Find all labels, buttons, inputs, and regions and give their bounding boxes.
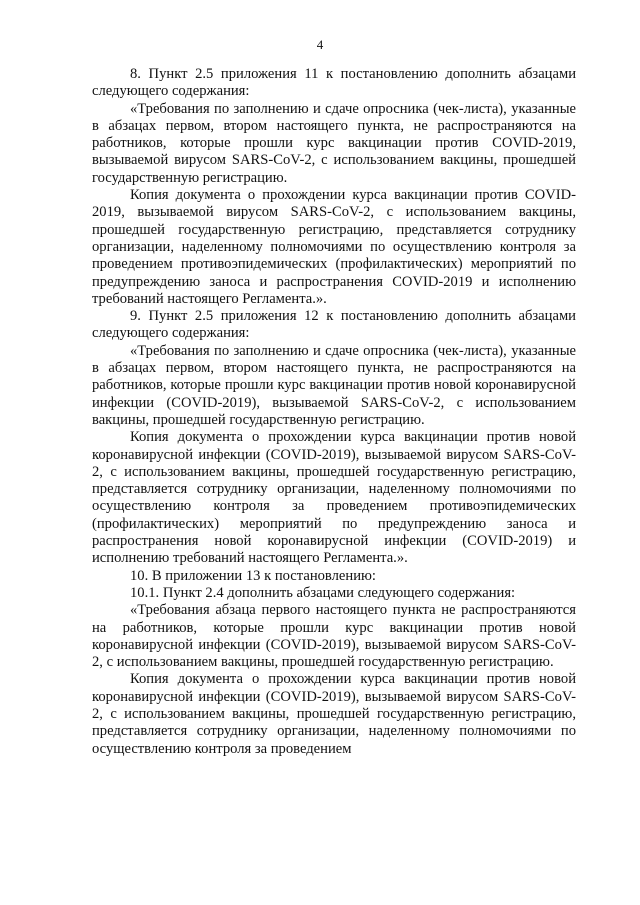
paragraph-quote-item-10-copy: Копия документа о прохождении курса вакцинации против новой коронавирусной инфекции (COVID-2019), вызываемой вирусом SARS-CoV-2, с использованием вакцины, прошедшей государственную регистрацию, представляется сотруднику организации, наделенному полномочиями по осуществлению контроля за проведением (92, 671, 576, 757)
page-number: 4 (316, 37, 324, 52)
paragraph-quote-item-9-copy: Копия документа о прохождении курса вакцинации против новой коронавирусной инфекции (COVID-2019), вызываемой вирусом SARS-CoV-2, с использованием вакцины, прошедшей государственную регистрацию, представляется сотруднику организации, наделенному полномочиями по осуществлению контроля за проведением противоэпидемических (профилактических) мероприятий по предупреждению заноса и распространения новой коронавирусной инфекции (COVID-2019) и исполнению требований настоящего Регламента.». (92, 429, 576, 567)
paragraph-item-10-1: 10.1. Пункт 2.4 дополнить абзацами следующего содержания: (130, 584, 516, 601)
paragraph-item-9: 9. Пункт 2.5 приложения 12 к постановлению дополнить абзацами следующего содержания: (92, 308, 576, 342)
paragraph-quote-item-8-copy: Копия документа о прохождении курса вакцинации против COVID-2019, вызываемой вирусом SARS-CoV-2, с использованием вакцины, прошедшей государственную регистрацию, представляется сотруднику организации, наделенному полномочиями по осуществлению контроля за проведением противоэпидемических (профилактических) мероприятий по предупреждению заноса и распространения COVID-2019 и исполнению требований настоящего Регламента.». (92, 187, 576, 307)
paragraph-quote-item-8-requirements: «Требования по заполнению и сдаче опросника (чек-листа), указанные в абзацах первом, втором настоящего пункта, не распространяются на работников, которые прошли курс вакцинации против COVID-2019, вызываемой вирусом SARS-CoV-2, с использованием вакцины, прошедшей государственную регистрацию. (92, 100, 576, 186)
paragraph-quote-item-10-requirements: «Требования абзаца первого настоящего пункта не распространяются на работников, которые прошли курс вакцинации против новой коронавирусной инфекции (COVID-2019), вызываемой вирусом SARS-CoV-2, с использованием вакцины, прошедшей государственную регистрацию. (92, 602, 576, 671)
paragraph-quote-item-9-requirements: «Требования по заполнению и сдаче опросника (чек-листа), указанные в абзацах первом, втором настоящего пункта, не распространяются на работников, которые прошли курс вакцинации против новой коронавирусной инфекции (COVID-2019), вызываемой SARS-CoV-2, с использованием вакцины, прошедшей государственную регистрацию. (92, 342, 576, 428)
paragraph-item-8: 8. Пункт 2.5 приложения 11 к постановлению дополнить абзацами следующего содержания: (92, 66, 576, 100)
document-body (92, 66, 576, 758)
paragraph-item-10: 10. В приложении 13 к постановлению: (130, 567, 376, 584)
